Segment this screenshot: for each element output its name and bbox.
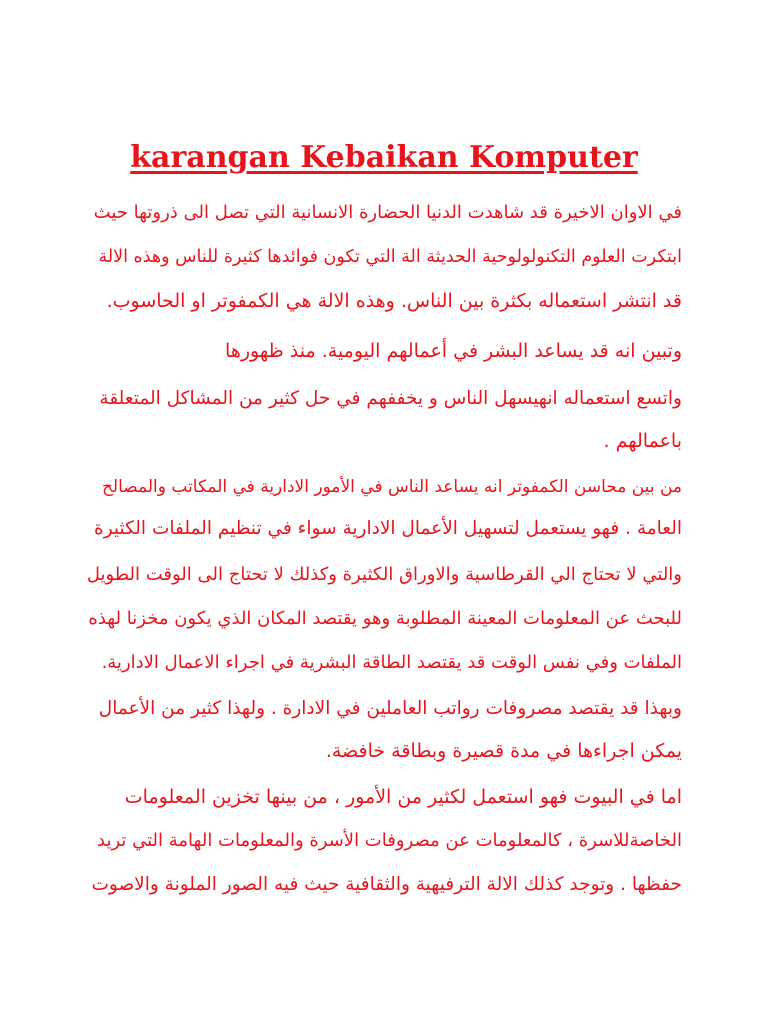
paragraph-line: من بين محاسن الكمفوتر انه يساعد الناس في الأمور الادارية في المكاتب والمصالح xyxy=(101,477,682,497)
paragraph-line: واتسع استعماله انهيسهل الناس و يخففهم في حل كثير من المشاكل المتعلقة xyxy=(99,388,682,409)
paragraph-line: قد انتشر استعماله بكثرة بين الناس. وهذه الالة هي الكمفوتر او الحاسوب. xyxy=(106,290,682,312)
paragraph-line: للبحث عن المعلومات المعينة المطلوبة وهو يقتصد المكان الذي يكون مخزنا لهذه xyxy=(88,608,682,629)
paragraph-line: والتي لا تحتاج الي القرطاسية والاوراق الكثيرة وكذلك لا تحتاج الى الوقت الطويل xyxy=(86,564,682,585)
paragraph-line: اما في البيوت فهو استعمل لكثير من الأمور ، من بينها تخزين المعلومات xyxy=(124,786,682,808)
paragraph-line: في الاوان الاخيرة قد شاهدت الدنيا الحضارة الانسانية التي تصل الى ذروتها حيث xyxy=(93,202,682,223)
paragraph-line: باعمالهم . xyxy=(603,430,682,452)
paragraph-line: وبهذا قد يقتصد مصروفات رواتب العاملين في الادارة . ولهذا كثير من الأعمال xyxy=(98,698,682,719)
paragraph-line: الملفات وفي نفس الوقت قد يقتصد الطاقة البشرية في اجراء الاعمال الادارية. xyxy=(101,652,682,673)
paragraph-line: الخاصةللاسرة ، كالمعلومات عن مصروفات الأسرة والمعلومات الهامة التي تريد xyxy=(97,830,682,851)
paragraph-line: ابتكرت العلوم التكنولولوحية الحديثة الة التي تكون فوائدها كثيرة للناس وهذه الالة xyxy=(98,247,682,267)
paragraph-line: حفظها . وتوجد كذلك الالة الترفيهية والثقافية حيث فيه الصور الملونة والاصوت xyxy=(91,874,682,895)
paragraph-line: يمكن اجراءها في مدة قصيرة وبطاقة خافضة. xyxy=(325,740,682,762)
paragraph-line: وتبين انه قد يساعد البشر في أعمالهم اليومية. منذ ظهورها xyxy=(225,340,682,362)
page-title: karangan Kebaikan Komputer xyxy=(130,140,638,175)
paragraph-line: العامة . فهو يستعمل لتسهيل الأعمال الادارية سواء في تنظيم الملفات الكثيرة xyxy=(94,518,682,539)
